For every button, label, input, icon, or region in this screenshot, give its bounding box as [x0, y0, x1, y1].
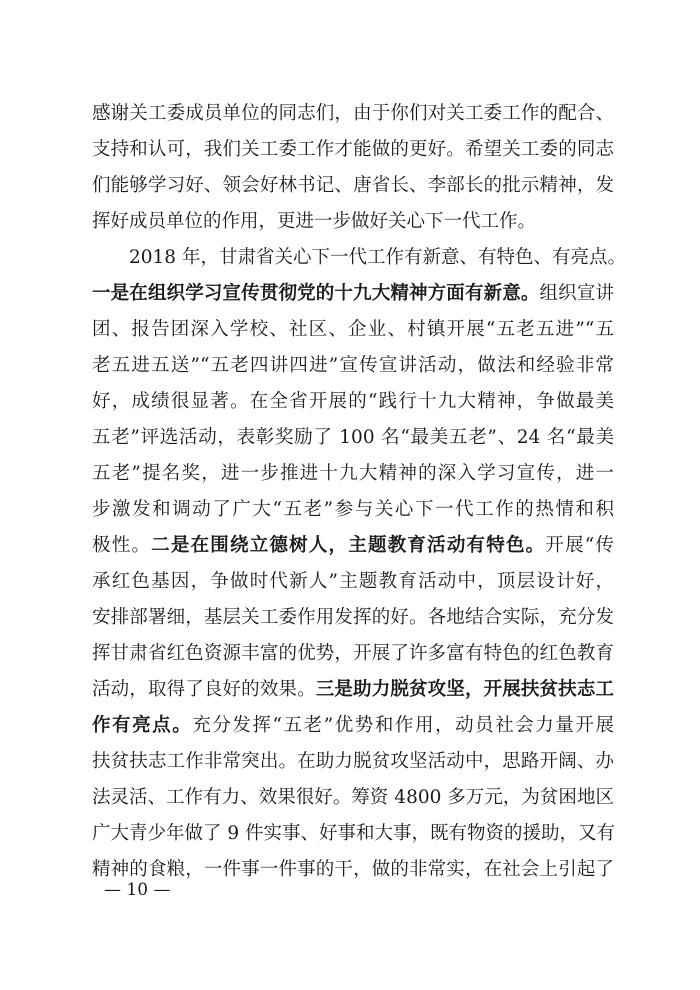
paragraph-2-line-12: 挥甘肃省红色资源丰富的优势，开展了许多富有特色的红色教育 [92, 643, 614, 664]
point-two-heading: 二是在围绕立德树人，主题教育活动有特色。 [151, 535, 546, 556]
paragraph-2-line-1: 2018 年，甘肃省关心下一代工作有新意、有特色、有亮点。 [129, 247, 626, 268]
paragraph-2-line-2 [92, 276, 614, 312]
paragraph-2-line-8: 步激发和调动了广大“五老”参与关心下一代工作的热情和积 [92, 499, 614, 520]
paragraph-2-line-13 [92, 672, 614, 708]
paragraph-2-line-11: 安排部署细，基层关工委作用发挥的好。各地结合实际，充分发 [92, 607, 614, 628]
paragraph-2-line-5: 好，成绩很显著。在全省开展的“践行十九大精神，争做最美 [92, 391, 614, 412]
paragraph-2-line-2-text: 组织宣讲 [539, 283, 614, 304]
paragraph-2-line-18: 精神的食粮，一件事一件事的干，做的非常实，在社会上引起了 [92, 859, 614, 880]
paragraph-2-line-9-end: 开展“传 [545, 535, 614, 556]
body-text [92, 96, 626, 888]
paragraph-1-line-4: 挥好成员单位的作用，更进一步做好关心下一代工作。 [92, 211, 537, 232]
paragraph-2-line-3: 团、报告团深入学校、社区、企业、村镇开展“五老五进”“五 [92, 319, 614, 340]
paragraph-2-line-14 [92, 708, 614, 744]
paragraph-2-line-10: 承红色基因，争做时代新人”主题教育活动中，顶层设计好， [92, 571, 614, 592]
paragraph-1-line-2: 支持和认可，我们关工委工作才能做的更好。希望关工委的同志 [92, 139, 614, 160]
paragraph-2-line-13-start: 活动，取得了良好的效果。 [92, 679, 316, 700]
paragraph-2-line-17: 广大青少年做了 9 件实事、好事和大事，既有物资的援助，又有 [92, 823, 616, 844]
page-number: — 10 — [104, 880, 171, 900]
paragraph-1-line-3: 们能够学习好、领会好林书记、唐省长、李部长的批示精神，发 [92, 175, 614, 196]
point-three-heading-part-2: 作有亮点。 [92, 715, 193, 736]
point-three-heading-part-1: 三是助力脱贫攻坚，开展扶贫扶志工 [315, 679, 614, 700]
paragraph-2-line-9 [92, 528, 614, 564]
paragraph-2-line-4: 老五进五送”“五老四讲四进”宣传宣讲活动，做法和经验非常 [92, 355, 614, 376]
paragraph-2-line-14-text: 充分发挥“五老”优势和作用，动员社会力量开展 [192, 715, 614, 736]
paragraph-1-line-1: 感谢关工委成员单位的同志们，由于你们对关工委工作的配合、 [92, 103, 614, 124]
paragraph-2-line-7: 五老”提名奖，进一步推进十九大精神的深入学习宣传，进一 [92, 463, 614, 484]
paragraph-2-line-15: 扶贫扶志工作非常突出。在助力脱贫攻坚活动中，思路开阔、办 [92, 751, 614, 772]
paragraph-2-line-9-start: 极性。 [92, 535, 152, 556]
paragraph-2-line-16: 法灵活、工作有力、效果很好。筹资 4800 多万元，为贫困地区 [92, 787, 614, 808]
paragraph-2-line-6: 五老”评选活动，表彰奖励了 100 名“最美五老”、24 名“最美 [92, 427, 614, 448]
point-one-heading: 一是在组织学习宣传贯彻党的十九大精神方面有新意。 [92, 283, 540, 304]
